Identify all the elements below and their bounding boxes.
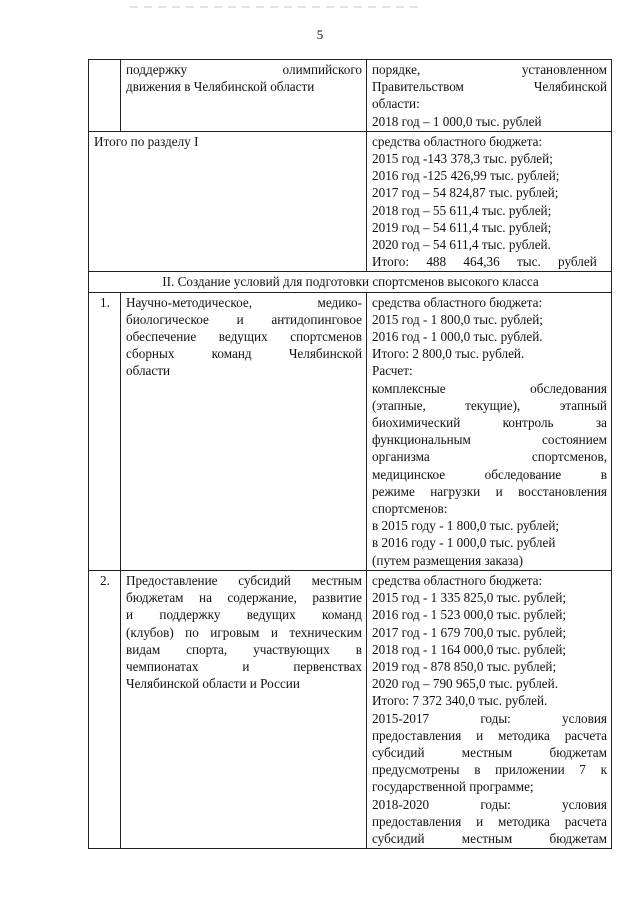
fin-line: 2020 год – 54 611,4 тыс. рублей. [372,237,551,253]
fin-line: субсидий местным бюджетам [372,830,607,846]
funding-cell [367,570,612,848]
fin-line: 2016 год - 1 000,0 тыс. рублей. [372,329,543,345]
fin-line: Правительством Челябинской [372,79,607,95]
measure-description-cell [121,60,367,132]
fin-line: Итого: 2 800,0 тыс. рублей. [372,346,525,362]
fin-line: государственной программе; [372,779,534,795]
funding-cell [367,60,612,132]
fin-line: 2017 год - 1 679 700,0 тыс. рублей; [372,624,567,640]
fin-line: комплексные обследования [372,380,607,396]
fin-line: 2018-2020 годы: условия [372,796,607,812]
fin-line: предоставления и методика расчета [372,813,607,829]
fin-line: 2015 год - 1 800,0 тыс. рублей; [372,311,543,327]
funding-cell [367,292,612,570]
fin-line: средства областного бюджета: [372,133,543,149]
fin-line: организма спортсменов, [372,449,607,465]
desc-line: Научно-методическое, медико- [126,294,362,310]
fin-line: 2016 год -125 426,99 тыс. рублей; [372,168,560,184]
fin-line: Итого: 488 464,36 тыс. рублей [372,254,597,270]
row-number-cell: 1. [89,292,121,570]
fin-line: 2015 год -143 378,3 тыс. рублей; [372,151,553,167]
row-number-cell: 2. [89,570,121,848]
program-table [88,59,612,849]
fin-line: 2018 год – 1 000,0 тыс. рублей [372,113,542,129]
fin-line: области: [372,96,420,112]
desc-line: и поддержку ведущих команд [126,607,362,623]
scan-artifact [130,6,420,8]
fin-line: субсидий местным бюджетам [372,744,607,760]
desc-line: бюджетам на содержание, развитие [126,590,362,606]
fin-line: 2018 год – 55 611,4 тыс. рублей; [372,202,552,218]
fin-line: средства областного бюджета: [372,294,543,310]
table-row [89,60,612,132]
fin-line: спортсменов: [372,501,448,517]
desc-line: поддержку олимпийского [126,62,362,77]
fin-line: 2017 год – 54 824,87 тыс. рублей; [372,185,559,201]
fin-line: функциональным состоянием [372,432,607,448]
table-row [89,292,612,570]
fin-line: 2015-2017 годы: условия [372,710,607,726]
fin-line: 2020 год – 790 965,0 тыс. рублей. [372,676,558,692]
fin-line: 2016 год - 1 523 000,0 тыс. рублей; [372,607,567,623]
fin-line: 2015 год - 1 335 825,0 тыс. рублей; [372,590,567,606]
fin-line: (этапные, текущие), этапный [372,397,607,413]
fin-line: 2019 год - 878 850,0 тыс. рублей; [372,658,557,674]
fin-line: 2018 год - 1 164 000,0 тыс. рублей; [372,641,567,657]
desc-line: Челябинской области и России [126,676,300,692]
desc-line: области [126,363,171,379]
fin-line: биохимический контроль за [372,415,607,431]
desc-line: чемпионатах и первенствах [126,658,362,674]
desc-line: Предоставление субсидий местным [126,572,362,588]
fin-line: медицинское обследование в [372,466,607,482]
desc-line: сборных команд Челябинской [126,346,362,362]
fin-line: предоставления и методика расчета [372,727,607,743]
table-row [89,570,612,848]
measure-description-cell [121,292,367,570]
section-heading-row [89,272,612,292]
fin-line: (путем размещения заказа) [372,552,524,568]
fin-line: средства областного бюджета: [372,572,543,588]
desc-line: (клубов) по игровым и техническим [126,624,362,640]
measure-description-cell [121,570,367,848]
row-number-cell [89,60,121,132]
section-total-row [89,131,612,272]
fin-line: 2019 год – 54 611,4 тыс. рублей; [372,219,552,235]
fin-line: порядке, установленном [372,62,607,77]
section-heading: II. Создание условий для подготовки спортсменов высокого класса [89,272,612,292]
fin-line: в 2016 году - 1 000,0 тыс. рублей [372,535,556,551]
page-number: 5 [316,27,324,42]
total-label-text: Итого по разделу I [94,133,199,149]
fin-line: предусмотрены в приложении 7 к [372,762,607,778]
fin-line: режиме нагрузки и восстановления [372,483,607,499]
fin-line: Итого: 7 372 340,0 тыс. рублей. [372,693,548,709]
fin-line: Расчет: [372,363,413,379]
desc-line: обеспечение ведущих спортсменов [126,329,362,345]
funding-cell [367,131,612,272]
desc-line: движения в Челябинской области [126,79,315,95]
fin-line: в 2015 году - 1 800,0 тыс. рублей; [372,518,560,534]
desc-line: видам спорта, участвующих в [126,641,362,657]
desc-line: биологическое и антидопинговое [126,311,362,327]
section-total-label [89,131,367,272]
